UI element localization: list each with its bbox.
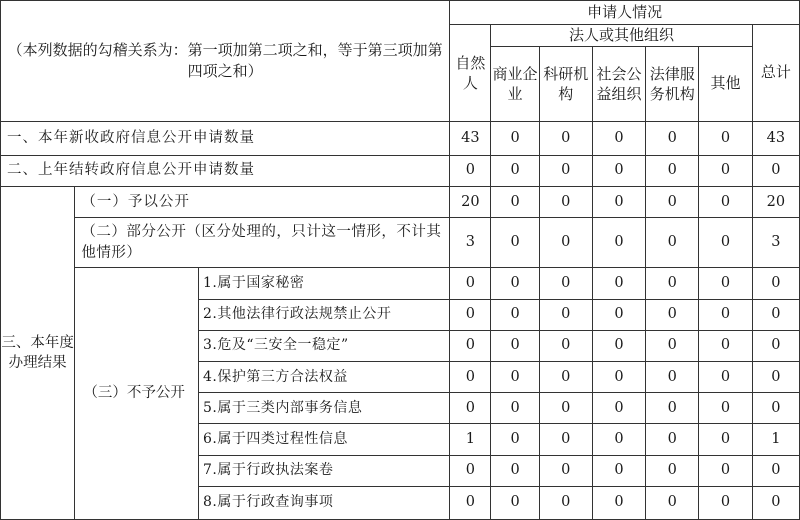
- value-cell: 0: [646, 187, 699, 218]
- value-cell: 0: [752, 155, 799, 186]
- value-cell: 0: [646, 424, 699, 455]
- value-cell: 0: [752, 455, 799, 486]
- value-cell: 0: [699, 299, 752, 330]
- row-label-new-requests: 一、本年新收政府信息公开申请数量: [1, 121, 450, 155]
- value-cell: 0: [699, 268, 752, 299]
- row-label-carried-over: 二、上年结转政府信息公开申请数量: [1, 155, 450, 186]
- value-cell: 0: [646, 455, 699, 486]
- results-section-label: 三、本年度办理结果: [1, 187, 75, 520]
- value-cell: 0: [646, 393, 699, 424]
- value-cell: 0: [752, 486, 799, 519]
- col-commercial: 商业企业: [491, 47, 539, 121]
- value-cell: 0: [491, 393, 539, 424]
- value-cell: 0: [539, 486, 592, 519]
- row-label-not-open: （三）不予公开: [75, 268, 199, 520]
- value-cell: 0: [450, 299, 491, 330]
- value-cell: 0: [450, 362, 491, 393]
- col-legal-service: 法律服务机构: [646, 47, 699, 121]
- value-cell: 0: [592, 424, 645, 455]
- col-public-welfare: 社会公益组织: [592, 47, 645, 121]
- value-cell: 0: [592, 155, 645, 186]
- value-cell: 0: [592, 330, 645, 361]
- value-cell: 0: [491, 455, 539, 486]
- value-cell: 0: [491, 486, 539, 519]
- value-cell: 0: [450, 155, 491, 186]
- value-cell: 0: [539, 187, 592, 218]
- value-cell: 0: [592, 218, 645, 268]
- value-cell: 0: [699, 121, 752, 155]
- col-other: 其他: [699, 47, 752, 121]
- value-cell: 0: [646, 486, 699, 519]
- value-cell: 0: [646, 362, 699, 393]
- table-row: [1, 218, 800, 268]
- value-cell: 0: [450, 268, 491, 299]
- sub-row-label: 8.属于行政查询事项: [198, 486, 449, 519]
- value-cell: 43: [450, 121, 491, 155]
- value-cell: 0: [539, 299, 592, 330]
- value-cell: 0: [592, 268, 645, 299]
- table-row: [1, 155, 800, 186]
- value-cell: 0: [491, 187, 539, 218]
- value-cell: 1: [752, 424, 799, 455]
- value-cell: 0: [539, 455, 592, 486]
- value-cell: 20: [450, 187, 491, 218]
- row-label-open-part: （二）部分公开（区分处理的，只计这一情形，不计其他情形）: [75, 218, 450, 268]
- value-cell: 3: [752, 218, 799, 268]
- sub-row-label: 6.属于四类过程性信息: [198, 424, 449, 455]
- value-cell: 0: [539, 268, 592, 299]
- value-cell: 0: [699, 455, 752, 486]
- sub-row-label: 1.属于国家秘密: [198, 268, 449, 299]
- col-total: 总计: [752, 25, 799, 122]
- value-cell: 0: [592, 393, 645, 424]
- applicant-situation-header: 申请人情况: [450, 1, 800, 25]
- value-cell: 0: [752, 330, 799, 361]
- value-cell: 0: [491, 299, 539, 330]
- value-cell: 0: [646, 121, 699, 155]
- value-cell: 0: [646, 268, 699, 299]
- value-cell: 0: [491, 268, 539, 299]
- value-cell: 0: [491, 424, 539, 455]
- sub-row-label: 2.其他法律行政法规禁止公开: [198, 299, 449, 330]
- value-cell: 0: [699, 486, 752, 519]
- value-cell: 0: [592, 455, 645, 486]
- value-cell: 0: [592, 486, 645, 519]
- value-cell: 0: [699, 424, 752, 455]
- value-cell: 0: [539, 393, 592, 424]
- value-cell: 0: [699, 362, 752, 393]
- value-cell: 0: [699, 155, 752, 186]
- value-cell: 0: [699, 218, 752, 268]
- value-cell: 0: [752, 362, 799, 393]
- value-cell: 0: [646, 330, 699, 361]
- value-cell: 3: [450, 218, 491, 268]
- value-cell: 0: [752, 268, 799, 299]
- legal-person-group-header: 法人或其他组织: [491, 25, 752, 47]
- value-cell: 0: [539, 424, 592, 455]
- value-cell: 0: [539, 121, 592, 155]
- table-row: [1, 268, 800, 299]
- value-cell: 0: [592, 121, 645, 155]
- value-cell: 0: [592, 362, 645, 393]
- value-cell: 20: [752, 187, 799, 218]
- value-cell: 0: [539, 155, 592, 186]
- value-cell: 0: [450, 330, 491, 361]
- value-cell: 0: [491, 330, 539, 361]
- value-cell: 0: [699, 330, 752, 361]
- note-cell: （本列数据的勾稽关系为：第一项加第二项之和，等于第三项加第四项之和）: [1, 1, 450, 122]
- value-cell: 0: [539, 218, 592, 268]
- value-cell: 0: [539, 330, 592, 361]
- value-cell: 0: [699, 187, 752, 218]
- value-cell: 0: [491, 218, 539, 268]
- value-cell: 1: [450, 424, 491, 455]
- sub-row-label: 7.属于行政执法案卷: [198, 455, 449, 486]
- value-cell: 0: [539, 362, 592, 393]
- col-natural-person: 自然人: [450, 25, 491, 122]
- value-cell: 0: [646, 218, 699, 268]
- col-research: 科研机构: [539, 47, 592, 121]
- value-cell: 0: [491, 362, 539, 393]
- value-cell: 0: [491, 121, 539, 155]
- value-cell: 0: [491, 155, 539, 186]
- value-cell: 0: [450, 486, 491, 519]
- value-cell: 0: [450, 393, 491, 424]
- value-cell: 0: [752, 393, 799, 424]
- row-label-open-all: （一）予以公开: [75, 187, 450, 218]
- value-cell: 0: [592, 187, 645, 218]
- table-row: [1, 121, 800, 155]
- value-cell: 43: [752, 121, 799, 155]
- value-cell: 0: [752, 299, 799, 330]
- value-cell: 0: [699, 393, 752, 424]
- value-cell: 0: [592, 299, 645, 330]
- value-cell: 0: [646, 155, 699, 186]
- value-cell: 0: [646, 299, 699, 330]
- table-row: [1, 187, 800, 218]
- sub-row-label: 4.保护第三方合法权益: [198, 362, 449, 393]
- sub-row-label: 5.属于三类内部事务信息: [198, 393, 449, 424]
- value-cell: 0: [450, 455, 491, 486]
- sub-row-label: 3.危及“三安全一稳定”: [198, 330, 449, 361]
